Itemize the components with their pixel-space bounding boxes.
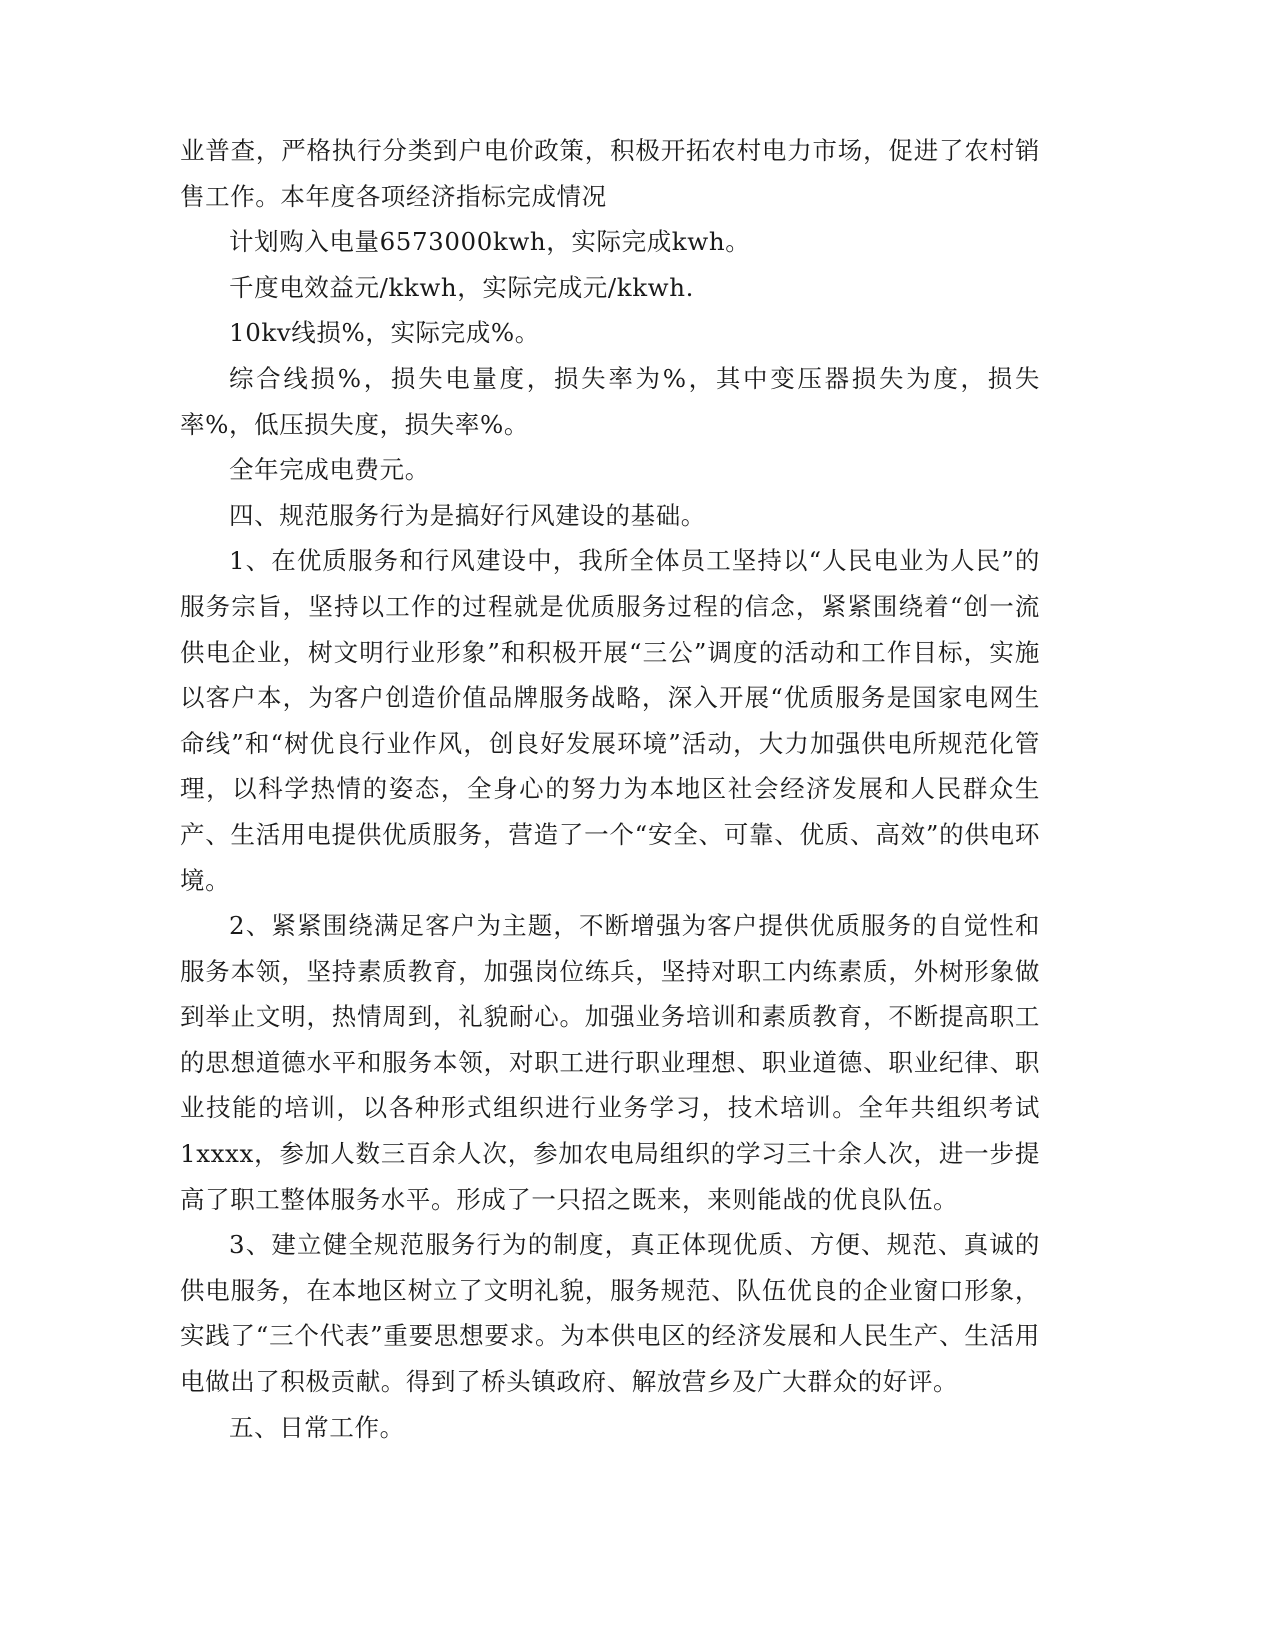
paragraph-item-2: 2、紧紧围绕满足客户为主题，不断增强为客户提供优质服务的自觉性和服务本领，坚持素质教育，加强岗位练兵，坚持对职工内练素质，外树形象做到举止文明，热情周到，礼貌耐心。加强业务培训和素质教育，不断提高职工的思想道德水平和服务本领，对职工进行职业理想、职业道德、职业纪律、职业技能的培训，以各种形式组织进行业务学习，技术培训。全年共组织考试1xxxx，参加人数三百余人次，参加农电局组织的学习三十余人次，进一步提高了职工整体服务水平。形成了一只招之既来，来则能战的优良队伍。 bbox=[180, 911, 1040, 1214]
paragraph-combined-loss: 综合线损%，损失电量度，损失率为%，其中变压器损失为度，损失率%，低压损失度，损失率%。 bbox=[180, 363, 1040, 439]
paragraph-planned-purchase: 计划购入电量6573000kwh，实际完成kwh。 bbox=[229, 227, 751, 257]
paragraph-item-1: 1、在优质服务和行风建设中，我所全体员工坚持以“人民电业为人民”的服务宗旨，坚持以工作的过程就是优质服务过程的信念，紧紧围绕着“创一流供电企业，树文明行业形象”和积极开展“三公”调度的活动和工作目标，实施以客户本，为客户创造价值品牌服务战略，深入开展“优质服务是国家电网生命线”和“树优良行业作风，创良好发展环境”活动，大力加强供电所规范化管理，以科学热情的姿态，全身心的努力为本地区社会经济发展和人民群众生产、生活用电提供优质服务，营造了一个“安全、可靠、优质、高效”的供电环境。 bbox=[180, 546, 1040, 895]
paragraph-10kv-loss: 10kv线损%，实际完成%。 bbox=[229, 318, 540, 348]
section-heading-four: 四、规范服务行为是搞好行风建设的基础。 bbox=[229, 500, 706, 530]
paragraph-continuation: 业普查，严格执行分类到户电价政策，积极开拓农村电力市场，促进了农村销售工作。本年度各项经济指标完成情况 bbox=[180, 136, 1040, 211]
document-body bbox=[180, 128, 1040, 1450]
section-heading-five: 五、日常工作。 bbox=[229, 1412, 405, 1442]
paragraph-kkwh-benefit: 千度电效益元/kkwh，实际完成元/kkwh. bbox=[229, 272, 694, 302]
paragraph-annual-fees: 全年完成电费元。 bbox=[229, 455, 430, 485]
paragraph-item-3: 3、建立健全规范服务行为的制度，真正体现优质、方便、规范、真诚的供电服务，在本地区树立了文明礼貌，服务规范、队伍优良的企业窗口形象，实践了“三个代表”重要思想要求。为本供电区的经济发展和人民生产、生活用电做出了积极贡献。得到了桥头镇政府、解放营乡及广大群众的好评。 bbox=[180, 1230, 1040, 1397]
